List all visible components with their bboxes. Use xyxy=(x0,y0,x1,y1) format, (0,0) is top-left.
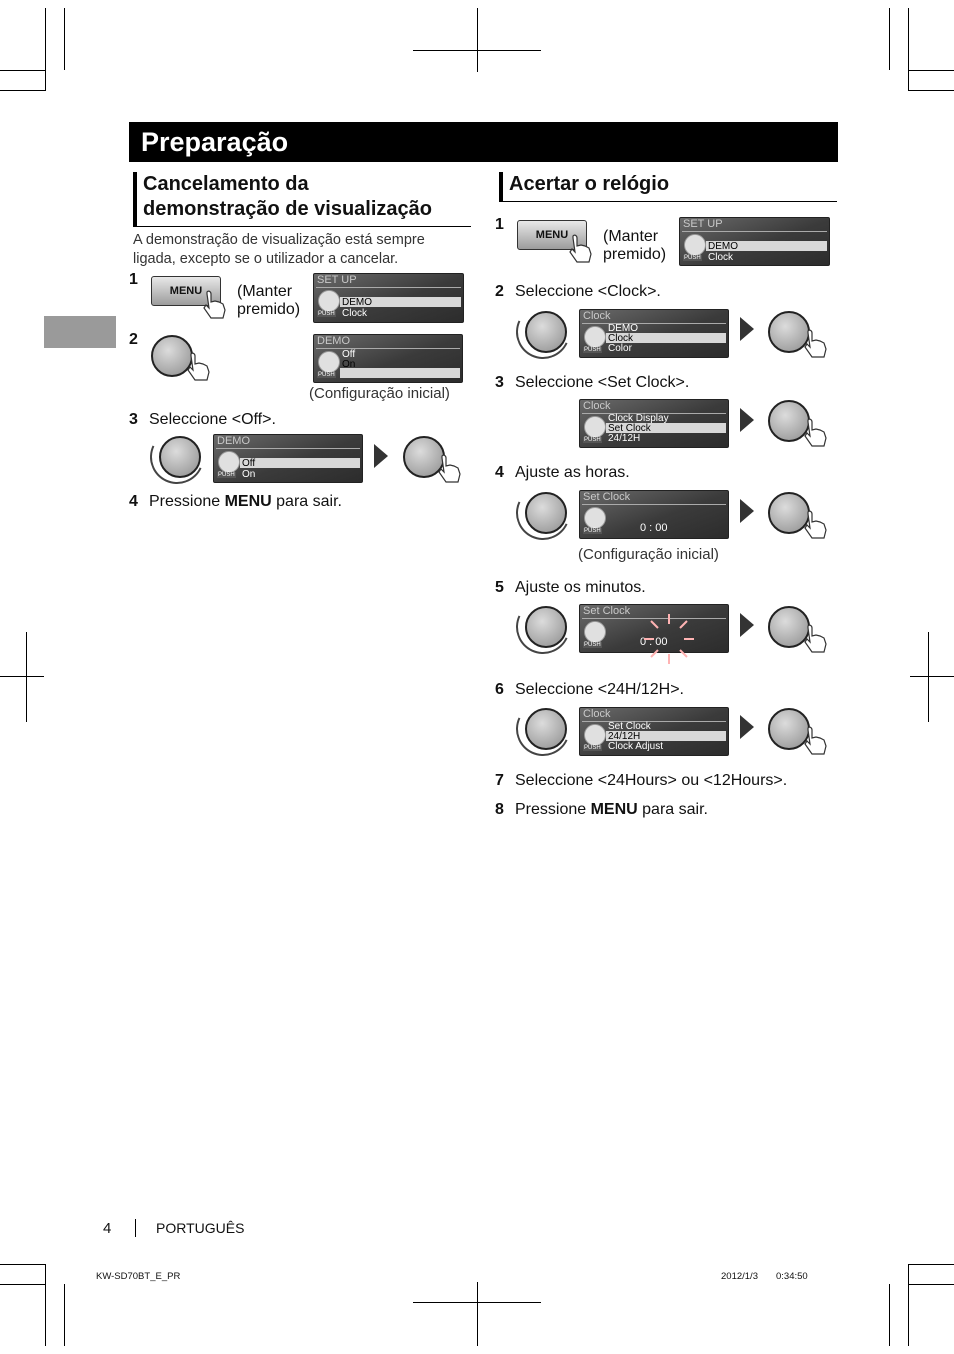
hand-press-icon xyxy=(802,624,828,654)
right-step-7-text: Seleccione <24Hours> ou <12Hours>. xyxy=(515,772,788,789)
hand-press-icon xyxy=(802,329,828,359)
crop-mark xyxy=(0,676,44,677)
lcd-item: Clock xyxy=(708,252,734,263)
lcd-time: 0 : 00 xyxy=(640,636,668,648)
lcd-divider xyxy=(582,323,726,324)
knob-icon xyxy=(318,290,340,312)
left-step-1-text xyxy=(237,283,300,319)
left-intro xyxy=(133,231,473,269)
right-step-4-number: 4 xyxy=(495,464,504,481)
left-step-1-number: 1 xyxy=(129,271,138,288)
menu-word: MENU xyxy=(590,801,638,818)
hand-press-icon xyxy=(802,726,828,756)
crop-mark xyxy=(0,1284,46,1285)
text-span: Pressione xyxy=(515,801,591,818)
lcd-header: Clock xyxy=(583,310,611,322)
right-step-1-text xyxy=(603,228,666,264)
right-step-3-text: Seleccione <Set Clock>. xyxy=(515,374,690,391)
lcd-item: On xyxy=(242,469,256,480)
menu-button[interactable]: MENU xyxy=(517,220,587,250)
hand-press-icon xyxy=(185,352,211,382)
footer-doc-code: KW-SD70BT_E_PR xyxy=(96,1271,181,1282)
push-label: PUSH xyxy=(584,437,601,443)
menu-button[interactable]: MENU xyxy=(151,276,221,306)
knob-icon xyxy=(584,326,606,348)
lcd-item: Off xyxy=(342,349,356,360)
lcd-item: DEMO xyxy=(608,323,638,334)
right-section-heading: Acertar o relógio xyxy=(499,172,837,202)
lcd-header: SET UP xyxy=(317,274,357,286)
lcd-divider xyxy=(682,231,827,232)
crop-mark xyxy=(908,1284,954,1285)
right-step-2-text: Seleccione <Clock>. xyxy=(515,283,661,300)
lcd-item: Set Clock xyxy=(608,721,651,732)
crop-mark xyxy=(477,8,478,72)
blink-burst-icon xyxy=(642,612,696,666)
left-step-4-text xyxy=(149,493,342,511)
lcd-set-clock-hours xyxy=(579,490,729,539)
crop-mark xyxy=(889,1284,890,1346)
left-intro-line1: A demonstração de visualização está sempre xyxy=(133,232,425,248)
crop-mark xyxy=(928,632,929,722)
knob-icon xyxy=(684,234,706,256)
hand-press-icon xyxy=(802,418,828,448)
lcd-divider xyxy=(316,287,461,288)
lcd-item: Clock Adjust xyxy=(608,741,664,752)
footer-date: 2012/1/3 xyxy=(721,1271,758,1282)
left-step-4-number: 4 xyxy=(129,493,138,510)
left-heading-line1: Cancelamento da xyxy=(143,173,309,195)
lcd-divider xyxy=(216,448,360,449)
right-initial-config-note: (Configuração inicial) xyxy=(578,546,719,563)
crop-mark xyxy=(45,8,46,90)
left-step-1-line2: premido) xyxy=(237,301,301,318)
lcd-item: Clock Display xyxy=(608,413,669,424)
crop-mark xyxy=(0,90,46,91)
lcd-divider xyxy=(582,721,726,722)
lcd-divider xyxy=(316,348,460,349)
left-step-3-number: 3 xyxy=(129,411,138,428)
arrow-right-icon xyxy=(740,499,754,523)
right-step-8-text xyxy=(515,801,708,819)
footer-language: PORTUGUÊS xyxy=(156,1220,245,1236)
knob-icon xyxy=(584,416,606,438)
left-step-2-number: 2 xyxy=(129,331,138,348)
left-step-1-line1: (Manter xyxy=(237,283,293,300)
crop-mark xyxy=(45,1264,46,1346)
lcd-item: Set Clock xyxy=(608,423,651,434)
lcd-header: DEMO xyxy=(317,335,350,347)
crop-mark xyxy=(908,8,909,90)
right-step-6-number: 6 xyxy=(495,681,504,698)
push-label: PUSH xyxy=(584,347,601,353)
lcd-item: Color xyxy=(608,343,632,354)
crop-mark xyxy=(26,632,27,722)
section-side-tab xyxy=(44,316,116,348)
lcd-item: 24/12H xyxy=(608,433,641,444)
crop-mark xyxy=(908,90,954,91)
page-title: Preparação xyxy=(129,122,838,162)
right-step-5-text: Ajuste os minutos. xyxy=(515,579,646,596)
control-dial[interactable] xyxy=(525,708,567,750)
lcd-header: Clock xyxy=(583,400,611,412)
lcd-demo-off xyxy=(213,434,363,483)
hand-press-icon xyxy=(201,290,227,320)
push-label: PUSH xyxy=(218,472,235,478)
hand-press-icon xyxy=(436,454,462,484)
left-step-3-text: Seleccione <Off>. xyxy=(149,411,276,428)
right-step-6-text: Seleccione <24H/12H>. xyxy=(515,681,684,698)
lcd-header: Set Clock xyxy=(583,491,631,503)
lcd-selection-bar xyxy=(240,458,360,468)
crop-mark xyxy=(908,70,954,71)
left-initial-config-note: (Configuração inicial) xyxy=(309,385,450,402)
push-label: PUSH xyxy=(318,372,335,378)
push-label: PUSH xyxy=(684,255,701,261)
knob-icon xyxy=(584,724,606,746)
push-label: PUSH xyxy=(318,311,335,317)
lcd-item: DEMO xyxy=(708,241,738,252)
crop-mark xyxy=(889,8,890,70)
lcd-setup xyxy=(313,273,464,323)
left-section-heading xyxy=(133,172,471,227)
crop-mark xyxy=(0,1264,46,1265)
knob-icon xyxy=(318,351,340,373)
crop-mark xyxy=(477,1282,478,1346)
lcd-header: SET UP xyxy=(683,218,723,230)
lcd-demo xyxy=(313,334,463,383)
right-step-1-number: 1 xyxy=(495,216,504,233)
arrow-right-icon xyxy=(740,408,754,432)
lcd-header: DEMO xyxy=(217,435,250,447)
page-number: 4 xyxy=(103,1220,112,1237)
knob-icon xyxy=(584,621,606,643)
lcd-item: Off xyxy=(242,458,256,469)
crop-mark xyxy=(64,8,65,70)
arrow-right-icon xyxy=(740,613,754,637)
push-label: PUSH xyxy=(584,745,601,751)
hand-press-icon xyxy=(802,510,828,540)
right-step-7-number: 7 xyxy=(495,772,504,789)
footer-time: 0:34:50 xyxy=(776,1271,808,1282)
lcd-header: Clock xyxy=(583,708,611,720)
control-dial[interactable] xyxy=(525,492,567,534)
arrow-right-icon xyxy=(374,444,388,468)
knob-icon xyxy=(218,451,240,473)
crop-mark xyxy=(908,1264,954,1265)
right-step-1-line1: (Manter xyxy=(603,228,659,245)
text-span: para sair. xyxy=(271,493,342,510)
crop-mark xyxy=(64,1284,65,1346)
arrow-right-icon xyxy=(740,715,754,739)
control-dial[interactable] xyxy=(525,311,567,353)
lcd-item: 24/12H xyxy=(608,731,641,742)
knob-icon xyxy=(584,507,606,529)
lcd-item: Clock xyxy=(342,308,368,319)
crop-mark xyxy=(0,70,46,71)
right-step-8-number: 8 xyxy=(495,801,504,818)
arrow-right-icon xyxy=(740,317,754,341)
crop-mark xyxy=(910,676,954,677)
left-heading-line2: demonstração de visualização xyxy=(143,198,433,220)
right-step-1-line2: premido) xyxy=(603,246,667,263)
hand-press-icon xyxy=(567,234,593,264)
right-step-4-text: Ajuste as horas. xyxy=(515,464,630,481)
lcd-selection-bar xyxy=(340,368,460,378)
lcd-item: On xyxy=(342,359,356,370)
right-step-3-number: 3 xyxy=(495,374,504,391)
control-dial[interactable] xyxy=(159,436,201,478)
crop-mark xyxy=(908,1264,909,1346)
lcd-item: DEMO xyxy=(342,297,372,308)
lcd-setup xyxy=(679,217,830,266)
menu-word: MENU xyxy=(224,493,272,510)
lcd-divider xyxy=(582,504,726,505)
right-step-5-number: 5 xyxy=(495,579,504,596)
lcd-24-12h xyxy=(579,707,729,756)
push-label: PUSH xyxy=(584,528,601,534)
push-label: PUSH xyxy=(584,642,601,648)
control-dial[interactable] xyxy=(525,606,567,648)
lcd-item: Clock xyxy=(608,333,634,344)
text-span: para sair. xyxy=(637,801,708,818)
footer-divider xyxy=(135,1219,136,1237)
lcd-header: Set Clock xyxy=(583,605,631,617)
lcd-time: 0 : 00 xyxy=(640,522,668,534)
lcd-clock-settings xyxy=(579,399,729,448)
text-span: Pressione xyxy=(149,493,225,510)
left-intro-line2: ligada, excepto se o utilizador a cancelar. xyxy=(133,251,399,267)
right-step-2-number: 2 xyxy=(495,283,504,300)
lcd-clock-menu xyxy=(579,309,729,358)
